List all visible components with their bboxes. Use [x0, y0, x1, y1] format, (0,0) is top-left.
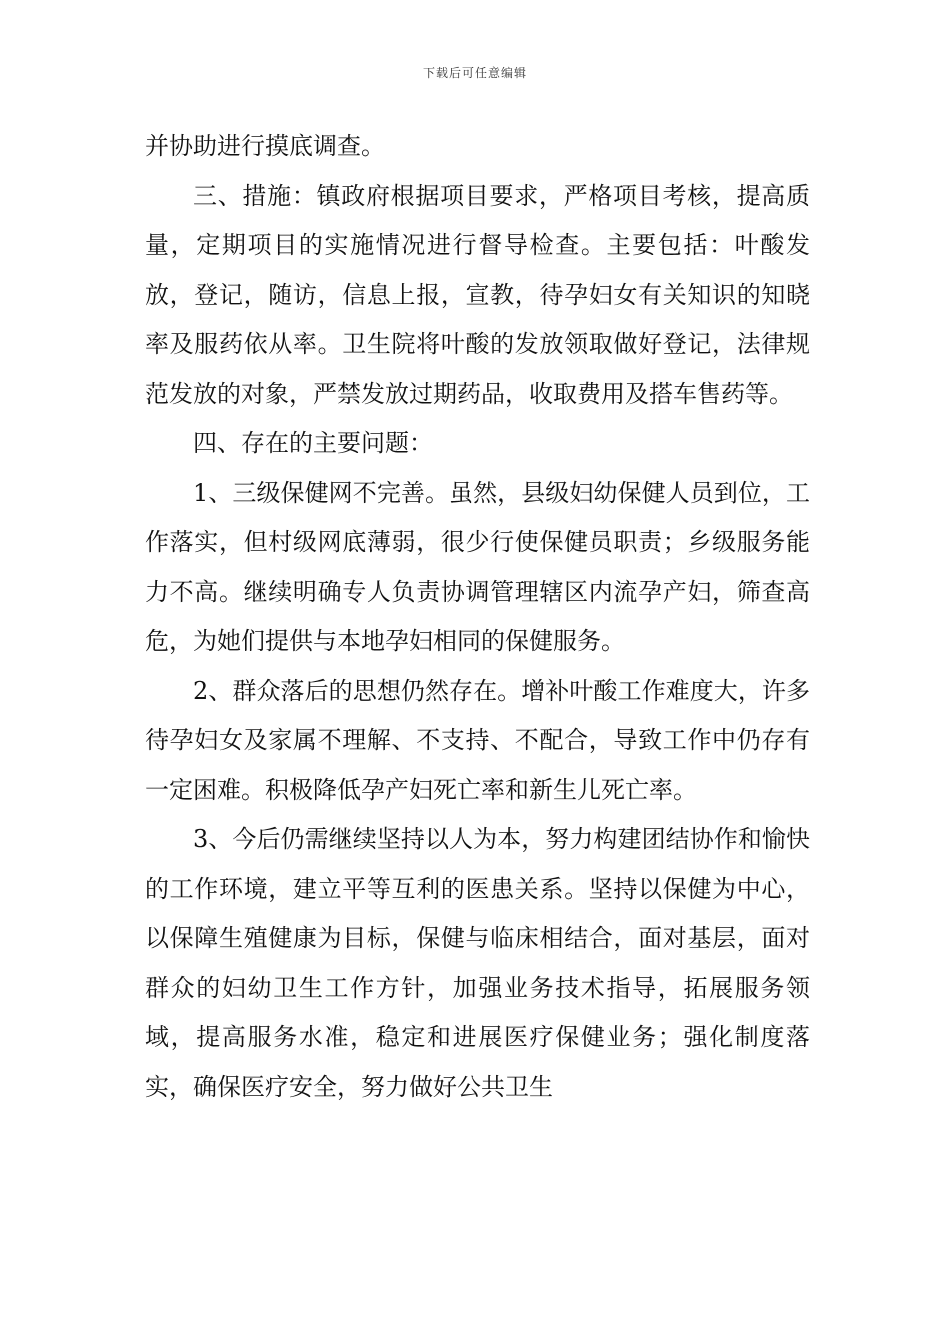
paragraph-measures: 三、措施：镇政府根据项目要求，严格项目考核，提高质量，定期项目的实施情况进行督导检查。主要包括：叶酸发放，登记，随访，信息上报，宣教，待孕妇女有关知识的知晓率及服药依从率。卫生院将叶酸的发放领取做好登记，法律规范发放的对象，严禁发放过期药品，收取费用及搭车售药等。: [145, 181, 810, 408]
paragraph-problem-2: 2、群众落后的思想仍然存在。增补叶酸工作难度大，许多待孕妇女及家属不理解、不支持、不配合，导致工作中仍存有一定困难。积极降低孕产妇死亡率和新生儿死亡率。: [145, 676, 810, 804]
paragraph-problems-heading: 四、存在的主要问题：: [193, 429, 433, 457]
paragraph-problem-3: 3、今后仍需继续坚持以人为本，努力构建团结协作和愉快的工作环境，建立平等互利的医患关系。坚持以保健为中心，以保障生殖健康为目标，保健与临床相结合，面对基层，面对群众的妇幼卫生工作方针，加强业务技术指导，拓展服务领域，提高服务水准，稳定和进展医疗保健业务；强化制度落实，确保医疗安全，努力做好公共卫生: [145, 825, 810, 1101]
paragraph-problem-1: 1、三级保健网不完善。虽然，县级妇幼保健人员到位，工作落实，但村级网底薄弱，很少行使保健员职责；乡级服务能力不高。继续明确专人负责协调管理辖区内流孕产妇，筛查高危，为她们提供与本地孕妇相同的保健服务。: [145, 478, 810, 655]
paragraph-continuation: 并协助进行摸底调查。: [145, 132, 385, 160]
document-body: [145, 122, 810, 1112]
page-header: 下载后可任意编辑: [422, 66, 527, 80]
